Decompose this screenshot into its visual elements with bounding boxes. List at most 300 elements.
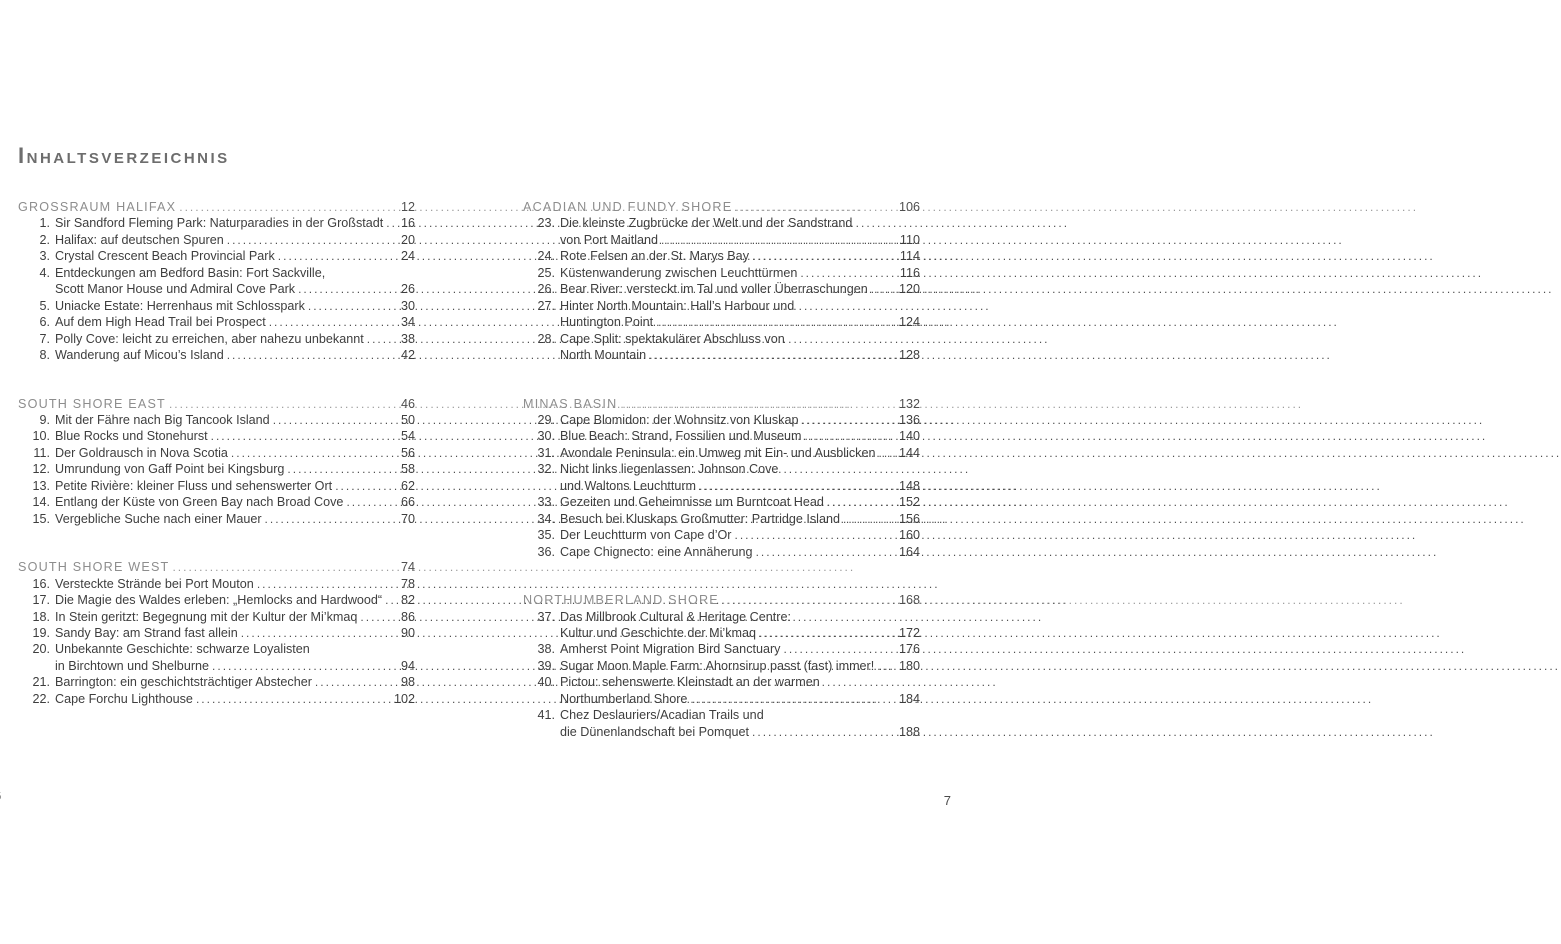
entry-number: 29. bbox=[537, 412, 555, 427]
section-page-number: 106 bbox=[898, 200, 920, 214]
entry-body bbox=[560, 494, 920, 510]
toc-entry bbox=[18, 445, 415, 461]
entry-last-line bbox=[55, 331, 415, 347]
entry-page-number: 164 bbox=[898, 544, 920, 559]
entry-number: 38. bbox=[537, 642, 555, 657]
entry-text: Vergebliche Suche nach einer Mauer bbox=[55, 511, 262, 526]
entry-text: Die Magie des Waldes erleben: „Hemlocks and Hardwood“ bbox=[55, 593, 383, 608]
entry-text: Petite Rivière: kleiner Fluss und sehenswerter Ort bbox=[55, 478, 333, 493]
entry-last-line bbox=[55, 658, 415, 674]
entry-last-line bbox=[55, 445, 415, 461]
entry-body bbox=[55, 331, 415, 347]
entry-last-line bbox=[55, 674, 415, 690]
toc-entry bbox=[18, 428, 415, 444]
dot-leader bbox=[308, 298, 398, 314]
entry-text: In Stein geritzt: Begegnung mit der Kultur der Mi’kmaq bbox=[55, 609, 358, 624]
entry-last-line bbox=[560, 232, 920, 248]
entry-number: 40. bbox=[537, 675, 555, 690]
toc-entry bbox=[18, 461, 415, 477]
entry-number: 9. bbox=[39, 412, 50, 427]
entry-body bbox=[55, 691, 415, 707]
entry-page-number: 152 bbox=[898, 495, 920, 510]
section-heading: MINAS BASIN bbox=[523, 396, 618, 411]
entry-text: Nicht links liegenlassen: Johnson Cove bbox=[560, 462, 779, 477]
entry-body bbox=[560, 412, 920, 428]
dot-leader bbox=[871, 281, 896, 297]
dot-leader bbox=[212, 658, 398, 674]
entry-body bbox=[55, 412, 415, 428]
entry-number: 21. bbox=[32, 675, 50, 690]
entry-page-number: 34 bbox=[400, 315, 415, 330]
entry-text: Chez Deslauriers/Acadian Trails und bbox=[560, 708, 764, 723]
entry-text: Umrundung von Gaff Point bei Kingsburg bbox=[55, 462, 285, 477]
entry-page-number: 16 bbox=[400, 216, 415, 231]
entry-text: Pictou: sehenswerte Kleinstadt an der warmen bbox=[560, 675, 820, 690]
entry-text: Wanderung auf Micou’s Island bbox=[55, 348, 224, 363]
entry-text: Halifax: auf deutschen Spuren bbox=[55, 232, 224, 247]
toc-entry bbox=[523, 674, 920, 707]
entry-body bbox=[55, 445, 415, 461]
entry-text: Avondale Peninsula: ein Umweg mit Ein- und Ausblicken bbox=[560, 445, 876, 460]
entry-page-number: 156 bbox=[898, 511, 920, 526]
toc-entry bbox=[18, 494, 415, 510]
section-page-number: 132 bbox=[898, 396, 920, 411]
entry-body bbox=[55, 609, 415, 625]
entry-page-number: 98 bbox=[400, 675, 415, 690]
entry-last-line bbox=[55, 215, 415, 231]
toc-entry bbox=[18, 412, 415, 428]
entry-page-number: 110 bbox=[899, 232, 920, 247]
section-heading-row bbox=[523, 199, 920, 215]
entry-text: Entlang der Küste von Green Bay nach Broad Cove bbox=[55, 495, 344, 510]
entry-number: 8. bbox=[39, 348, 50, 363]
entry-body bbox=[560, 248, 920, 264]
entry-text: Die kleinste Zugbrücke der Welt und der Sandstrand bbox=[560, 216, 853, 231]
dot-leader bbox=[877, 658, 896, 674]
entry-last-line bbox=[560, 544, 920, 560]
entry-number: 7. bbox=[39, 331, 50, 346]
entry-number: 16. bbox=[32, 576, 50, 591]
entry-page-number: 58 bbox=[400, 462, 415, 477]
entry-body bbox=[55, 625, 415, 641]
entry-number: 3. bbox=[39, 249, 50, 264]
entry-body bbox=[560, 609, 920, 642]
entry-text: Kultur und Geschichte der Mi’kmaq bbox=[560, 625, 756, 640]
toc-entry bbox=[523, 461, 920, 494]
entry-number: 6. bbox=[39, 315, 50, 330]
dot-leader bbox=[656, 314, 896, 330]
entry-text: Versteckte Strände bei Port Mouton bbox=[55, 576, 254, 591]
entry-text: Der Goldrausch in Nova Scotia bbox=[55, 445, 228, 460]
dot-leader bbox=[172, 559, 398, 575]
dot-leader bbox=[783, 641, 896, 657]
entry-text: Bear River: versteckt im Tal und voller Überraschungen bbox=[560, 282, 868, 297]
toc-entry bbox=[523, 609, 920, 642]
entry-last-line bbox=[55, 232, 415, 248]
toc-section bbox=[523, 592, 920, 740]
entry-page-number: 86 bbox=[400, 609, 415, 624]
entry-number: 12. bbox=[32, 462, 50, 477]
toc-entry bbox=[523, 248, 920, 264]
entry-body bbox=[55, 248, 415, 264]
entry-number: 14. bbox=[32, 495, 50, 510]
toc-entry bbox=[18, 248, 415, 264]
dot-leader bbox=[801, 412, 896, 428]
entry-body bbox=[560, 428, 920, 444]
entry-body bbox=[560, 641, 920, 657]
entry-text: Uniacke Estate: Herrenhaus mit Schlosspark bbox=[55, 298, 305, 313]
entry-page-number: 188 bbox=[898, 724, 920, 739]
toc-entry bbox=[523, 298, 920, 331]
dot-leader bbox=[179, 199, 398, 215]
entry-number: 26. bbox=[537, 282, 555, 297]
toc-entry bbox=[523, 281, 920, 297]
entry-body bbox=[55, 511, 415, 527]
entry-body bbox=[55, 674, 415, 690]
toc-entry bbox=[523, 428, 920, 444]
entry-body bbox=[560, 674, 920, 707]
toc-section bbox=[18, 396, 415, 528]
entry-body bbox=[560, 215, 920, 248]
entry-page-number: 180 bbox=[898, 658, 920, 673]
section-heading: SOUTH SHORE EAST bbox=[18, 396, 166, 411]
toc-section bbox=[523, 396, 920, 561]
dot-leader bbox=[278, 248, 398, 264]
entry-text: Cape Chignecto: eine Annäherung bbox=[560, 544, 753, 559]
section-page-number: 12 bbox=[400, 200, 415, 214]
dot-leader bbox=[298, 281, 398, 297]
entry-text: Besuch bei Kluskaps Großmutter: Partridge Island bbox=[560, 511, 840, 526]
entry-last-line bbox=[55, 298, 415, 314]
entry-text: Northumberland Shore bbox=[560, 691, 688, 706]
section-heading-row bbox=[523, 396, 920, 412]
dot-leader bbox=[752, 724, 896, 740]
dot-leader bbox=[231, 445, 398, 461]
entry-body bbox=[55, 576, 415, 592]
entry-number: 11. bbox=[33, 445, 50, 460]
entry-page-number: 78 bbox=[400, 576, 415, 591]
entry-body bbox=[55, 215, 415, 231]
entry-page-number: 172 bbox=[898, 625, 920, 640]
entry-text: Auf dem High Head Trail bei Prospect bbox=[55, 315, 266, 330]
dot-leader bbox=[385, 592, 398, 608]
entry-body bbox=[560, 658, 920, 674]
section-page-number: 46 bbox=[400, 396, 415, 411]
entry-page-number: 114 bbox=[899, 249, 920, 264]
entry-body bbox=[560, 511, 920, 527]
toc-entry bbox=[523, 707, 920, 740]
entry-page-number: 54 bbox=[400, 429, 415, 444]
toc-entry bbox=[18, 215, 415, 231]
toc-entry bbox=[18, 314, 415, 330]
entry-body bbox=[55, 641, 415, 674]
entry-number: 2. bbox=[39, 232, 50, 247]
toc-column bbox=[523, 199, 920, 772]
dot-leader bbox=[211, 428, 398, 444]
left-page-number bbox=[0, 789, 1, 803]
entry-page-number: 70 bbox=[400, 511, 415, 526]
entry-body bbox=[55, 298, 415, 314]
entry-number: 25. bbox=[537, 265, 555, 280]
entry-body bbox=[55, 314, 415, 330]
toc-entry bbox=[523, 445, 920, 461]
dot-leader bbox=[257, 576, 398, 592]
entry-body bbox=[560, 445, 920, 461]
entry-number: 30. bbox=[537, 429, 555, 444]
entry-page-number: 94 bbox=[400, 658, 415, 673]
entry-text: Mit der Fähre nach Big Tancook Island bbox=[55, 412, 270, 427]
entry-last-line bbox=[560, 527, 920, 543]
entry-page-number: 184 bbox=[898, 691, 920, 706]
toc-column bbox=[18, 199, 415, 739]
dot-leader bbox=[620, 396, 896, 412]
entry-text: Unbekannte Geschichte: schwarze Loyalisten bbox=[55, 642, 310, 657]
entry-last-line bbox=[55, 511, 415, 527]
entry-body bbox=[55, 347, 415, 363]
entry-number: 19. bbox=[32, 625, 50, 640]
entry-last-line bbox=[55, 691, 415, 707]
entry-text: Scott Manor House und Admiral Cove Park bbox=[55, 282, 296, 297]
entry-number: 4. bbox=[39, 265, 50, 280]
dot-leader bbox=[722, 592, 896, 608]
entry-last-line bbox=[55, 412, 415, 428]
section-heading: GROSSRAUM HALIFAX bbox=[18, 200, 177, 214]
toc-entry bbox=[523, 494, 920, 510]
entry-number: 41. bbox=[537, 708, 555, 723]
toc-section bbox=[18, 199, 415, 364]
dot-leader bbox=[805, 428, 896, 444]
entry-page-number: 66 bbox=[400, 495, 415, 510]
entry-number: 10. bbox=[32, 429, 50, 444]
entry-page-number: 148 bbox=[898, 478, 920, 493]
entry-last-line bbox=[55, 478, 415, 494]
entry-body bbox=[55, 494, 415, 510]
entry-last-line bbox=[55, 576, 415, 592]
entry-text: Cape Blomidon: der Wohnsitz von Kluskap bbox=[560, 412, 799, 427]
dot-leader bbox=[752, 248, 897, 264]
entry-page-number: 136 bbox=[898, 412, 920, 427]
toc-entry bbox=[18, 265, 415, 298]
dot-leader bbox=[843, 511, 896, 527]
entry-text: Das Millbrook Cultural & Heritage Centre: bbox=[560, 609, 791, 624]
entry-text: Huntington Point bbox=[560, 315, 654, 330]
entry-number: 23. bbox=[537, 216, 555, 231]
entry-text: die Dünenlandschaft bei Pomquet bbox=[560, 724, 750, 739]
dot-leader bbox=[315, 674, 398, 690]
entry-last-line bbox=[55, 625, 415, 641]
entry-body bbox=[55, 232, 415, 248]
entry-page-number: 30 bbox=[400, 298, 415, 313]
entry-last-line bbox=[560, 248, 920, 264]
entry-number: 28. bbox=[537, 331, 555, 346]
entry-page-number: 62 bbox=[400, 478, 415, 493]
entry-last-line bbox=[560, 511, 920, 527]
entry-body bbox=[560, 298, 920, 331]
entry-last-line bbox=[560, 641, 920, 657]
toc-entry bbox=[523, 641, 920, 657]
dot-leader bbox=[367, 331, 398, 347]
entry-page-number: 128 bbox=[898, 348, 920, 363]
entry-page-number: 24 bbox=[400, 249, 415, 264]
entry-page-number: 42 bbox=[400, 348, 415, 363]
entry-number: 31. bbox=[537, 445, 555, 460]
entry-body bbox=[55, 428, 415, 444]
toc-entry bbox=[523, 658, 920, 674]
dot-leader bbox=[169, 396, 398, 412]
entry-text: und Waltons Leuchtturm bbox=[560, 478, 697, 493]
toc-entry bbox=[523, 265, 920, 281]
page-title: Inhaltsverzeichnis bbox=[18, 143, 230, 168]
entry-last-line bbox=[560, 494, 920, 510]
entry-number: 1. bbox=[39, 216, 50, 231]
entry-last-line bbox=[55, 428, 415, 444]
entry-last-line bbox=[560, 265, 920, 281]
dot-leader bbox=[649, 347, 896, 363]
entry-last-line bbox=[560, 658, 920, 674]
entry-text: Amherst Point Migration Bird Sanctuary bbox=[560, 642, 781, 657]
entry-last-line bbox=[55, 347, 415, 363]
entry-text: Entdeckungen am Bedford Basin: Fort Sackville, bbox=[55, 265, 326, 280]
toc-entry bbox=[18, 331, 415, 347]
entry-page-number: 56 bbox=[400, 445, 415, 460]
entry-page-number: 90 bbox=[400, 625, 415, 640]
entry-body bbox=[560, 265, 920, 281]
dot-leader bbox=[690, 691, 896, 707]
toc-entry bbox=[523, 331, 920, 364]
toc-section bbox=[523, 199, 920, 364]
entry-text: Cape Split: spektakulärer Abschluss von bbox=[560, 331, 785, 346]
entry-number: 13. bbox=[32, 478, 50, 493]
section-heading: NORTHUMBERLAND SHORE bbox=[523, 593, 719, 608]
entry-last-line bbox=[560, 314, 920, 330]
entry-text: Sandy Bay: am Strand fast allein bbox=[55, 625, 238, 640]
entry-last-line bbox=[560, 445, 920, 461]
entry-text: Gezeiten und Geheimnisse um Burntcoat Head bbox=[560, 495, 824, 510]
entry-text: in Birchtown und Shelburne bbox=[55, 658, 210, 673]
entry-page-number: 38 bbox=[400, 331, 415, 346]
entry-last-line bbox=[560, 691, 920, 707]
toc-entry bbox=[523, 527, 920, 543]
dot-leader bbox=[879, 445, 896, 461]
entry-text: Barrington: ein geschichtsträchtiger Abstecher bbox=[55, 675, 312, 690]
entry-last-line bbox=[55, 314, 415, 330]
dot-leader bbox=[346, 494, 398, 510]
entry-number: 33. bbox=[537, 495, 555, 510]
entry-page-number: 26 bbox=[400, 282, 415, 297]
toc-entry bbox=[523, 544, 920, 560]
entry-page-number: 176 bbox=[898, 642, 920, 657]
entry-last-line bbox=[55, 609, 415, 625]
section-heading-row bbox=[523, 592, 920, 608]
entry-page-number: 116 bbox=[899, 265, 920, 280]
dot-leader bbox=[287, 461, 398, 477]
entry-last-line bbox=[55, 248, 415, 264]
dot-leader bbox=[227, 232, 398, 248]
toc-entry bbox=[18, 347, 415, 363]
dot-leader bbox=[735, 199, 896, 215]
entry-number: 36. bbox=[537, 544, 555, 559]
entry-page-number: 120 bbox=[898, 282, 920, 297]
entry-text: Cape Forchu Lighthouse bbox=[55, 691, 193, 706]
dot-leader bbox=[241, 625, 398, 641]
entry-number: 34. bbox=[537, 511, 555, 526]
toc-entry bbox=[18, 232, 415, 248]
entry-last-line bbox=[55, 461, 415, 477]
dot-leader bbox=[735, 527, 896, 543]
entry-last-line bbox=[560, 625, 920, 641]
entry-page-number: 144 bbox=[898, 445, 920, 460]
entry-last-line bbox=[55, 592, 415, 608]
toc-entry bbox=[523, 412, 920, 428]
dot-leader bbox=[800, 265, 897, 281]
section-page-number: 168 bbox=[898, 593, 920, 608]
section-heading-row bbox=[18, 199, 415, 215]
dot-leader bbox=[699, 478, 896, 494]
dot-leader bbox=[265, 511, 398, 527]
dot-leader bbox=[335, 478, 398, 494]
entry-number: 27. bbox=[537, 298, 555, 313]
entry-body bbox=[560, 544, 920, 560]
entry-page-number: 160 bbox=[898, 528, 920, 543]
entry-number: 17. bbox=[32, 593, 50, 608]
dot-leader bbox=[227, 347, 398, 363]
entry-last-line bbox=[560, 428, 920, 444]
toc-entry bbox=[18, 625, 415, 641]
dot-leader bbox=[756, 544, 896, 560]
entry-text: Polly Cove: leicht zu erreichen, aber nahezu unbekannt bbox=[55, 331, 364, 346]
entry-page-number: 124 bbox=[898, 315, 920, 330]
right-page-number: 7 bbox=[943, 793, 951, 808]
entry-page-number: 102 bbox=[393, 691, 415, 706]
section-page-number: 74 bbox=[400, 560, 415, 575]
entry-text: Küstenwanderung zwischen Leuchttürmen bbox=[560, 265, 798, 280]
entry-number: 18. bbox=[32, 609, 50, 624]
entry-body bbox=[560, 527, 920, 543]
entry-last-line bbox=[560, 412, 920, 428]
toc-entry bbox=[18, 691, 415, 707]
entry-last-line bbox=[560, 347, 920, 363]
dot-leader bbox=[661, 232, 897, 248]
entry-text: Der Leuchtturm von Cape d’Or bbox=[560, 528, 732, 543]
entry-number: 5. bbox=[39, 298, 50, 313]
toc-entry bbox=[18, 478, 415, 494]
entry-body bbox=[560, 707, 920, 740]
entry-body bbox=[55, 478, 415, 494]
toc-entry bbox=[18, 298, 415, 314]
entry-body bbox=[560, 281, 920, 297]
toc-entry bbox=[523, 215, 920, 248]
section-heading-row bbox=[18, 559, 415, 575]
entry-last-line bbox=[55, 281, 415, 297]
entry-number: 37. bbox=[537, 609, 555, 624]
section-heading-row bbox=[18, 396, 415, 412]
entry-text: North Mountain bbox=[560, 348, 647, 363]
entry-number: 35. bbox=[537, 528, 555, 543]
entry-page-number: 140 bbox=[898, 429, 920, 444]
entry-text: Crystal Crescent Beach Provincial Park bbox=[55, 249, 275, 264]
dot-leader bbox=[759, 625, 896, 641]
entry-last-line bbox=[560, 724, 920, 740]
entry-text: von Port Maitland bbox=[560, 232, 659, 247]
entry-number: 32. bbox=[537, 462, 555, 477]
entry-number: 24. bbox=[537, 249, 555, 264]
dot-leader bbox=[386, 215, 398, 231]
entry-last-line bbox=[55, 494, 415, 510]
entry-page-number: 82 bbox=[400, 593, 415, 608]
entry-text: Hinter North Mountain: Hall’s Harbour und bbox=[560, 298, 795, 313]
toc-entry bbox=[18, 609, 415, 625]
entry-page-number: 50 bbox=[400, 412, 415, 427]
